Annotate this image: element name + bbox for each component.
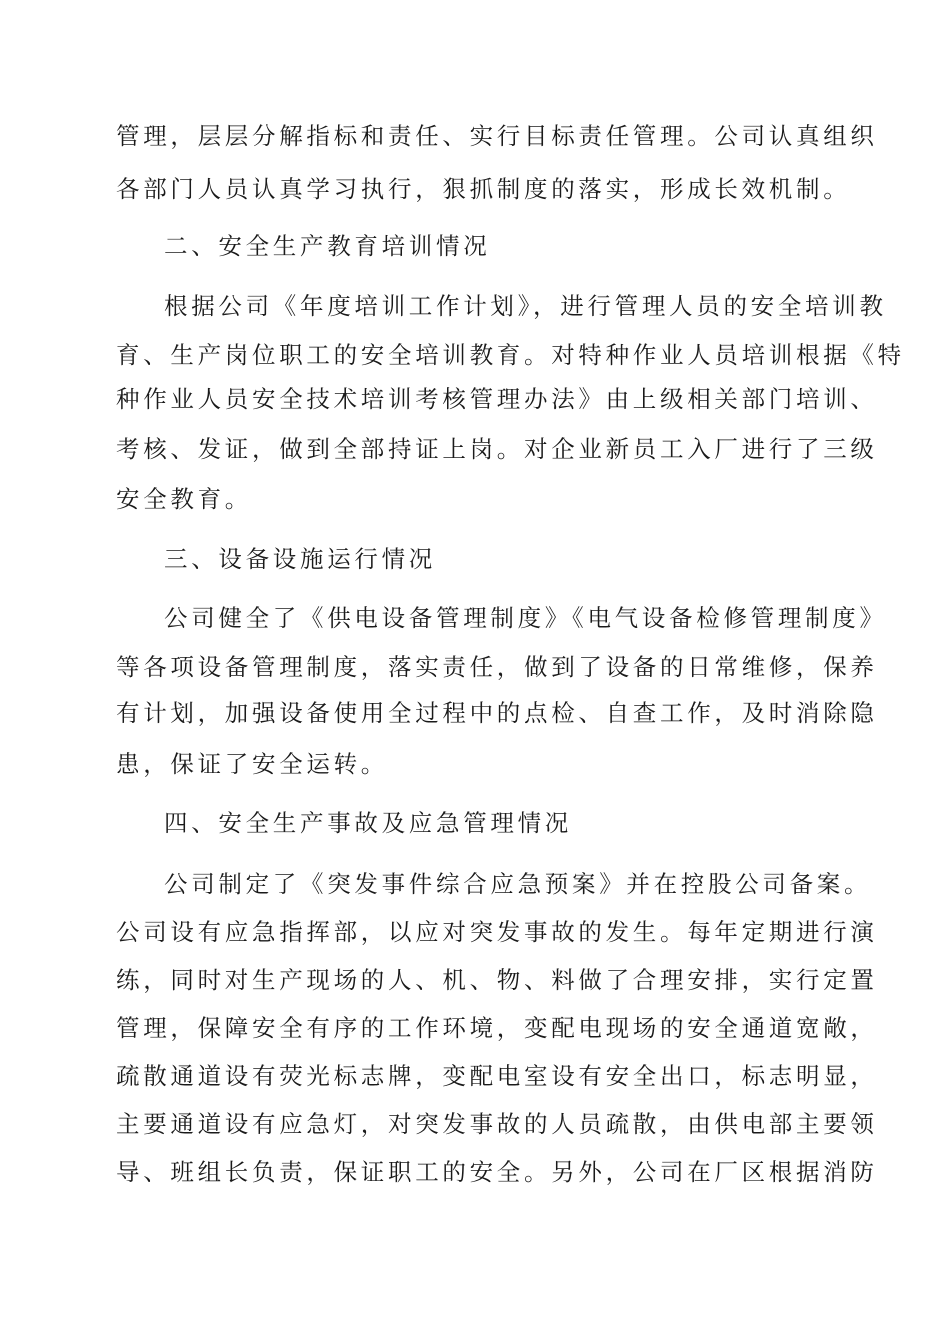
body-text-line: 练，同时对生产现场的人、机、物、料做了合理安排，实行定置 bbox=[116, 966, 878, 994]
body-text-line: 安全教育。 bbox=[116, 485, 252, 513]
body-text-line: 等各项设备管理制度，落实责任，做到了设备的日常维修，保养 bbox=[116, 653, 878, 681]
body-text-line: 公司设有应急指挥部，以应对突发事故的发生。每年定期进行演 bbox=[116, 918, 878, 946]
body-text-line: 种作业人员安全技术培训考核管理办法》由上级相关部门培训、 bbox=[116, 385, 878, 413]
body-text-line: 育、生产岗位职工的安全培训教育。对特种作业人员培训根据《特 bbox=[116, 341, 905, 369]
body-text-line: 各部门人员认真学习执行，狠抓制度的落实，形成长效机制。 bbox=[116, 175, 851, 203]
section-heading: 四、安全生产事故及应急管理情况 bbox=[164, 809, 572, 837]
section-heading: 二、安全生产教育培训情况 bbox=[164, 232, 491, 260]
body-text-line: 根据公司《年度培训工作计划》，进行管理人员的安全培训教 bbox=[164, 292, 887, 320]
body-text-line: 有计划，加强设备使用全过程中的点检、自查工作，及时消除隐 bbox=[116, 699, 878, 727]
body-text-line: 管理，层层分解指标和责任、实行目标责任管理。公司认真组织 bbox=[116, 122, 878, 150]
section-heading: 三、设备设施运行情况 bbox=[164, 545, 436, 573]
body-text-line: 患，保证了安全运转。 bbox=[116, 750, 388, 778]
body-text-line: 公司健全了《供电设备管理制度》《电气设备检修管理制度》 bbox=[164, 604, 887, 632]
body-text-line: 考核、发证，做到全部持证上岗。对企业新员工入厂进行了三级 bbox=[116, 435, 878, 463]
body-text-line: 导、班组长负责，保证职工的安全。另外，公司在厂区根据消防 bbox=[116, 1158, 878, 1186]
body-text-line: 疏散通道设有荧光标志牌，变配电室设有安全出口，标志明显， bbox=[116, 1062, 878, 1090]
body-text-line: 公司制定了《突发事件综合应急预案》并在控股公司备案。 bbox=[164, 870, 872, 898]
body-text-line: 管理，保障安全有序的工作环境，变配电现场的安全通道宽敞， bbox=[116, 1014, 878, 1042]
body-text-line: 主要通道设有应急灯，对突发事故的人员疏散，由供电部主要领 bbox=[116, 1110, 878, 1138]
